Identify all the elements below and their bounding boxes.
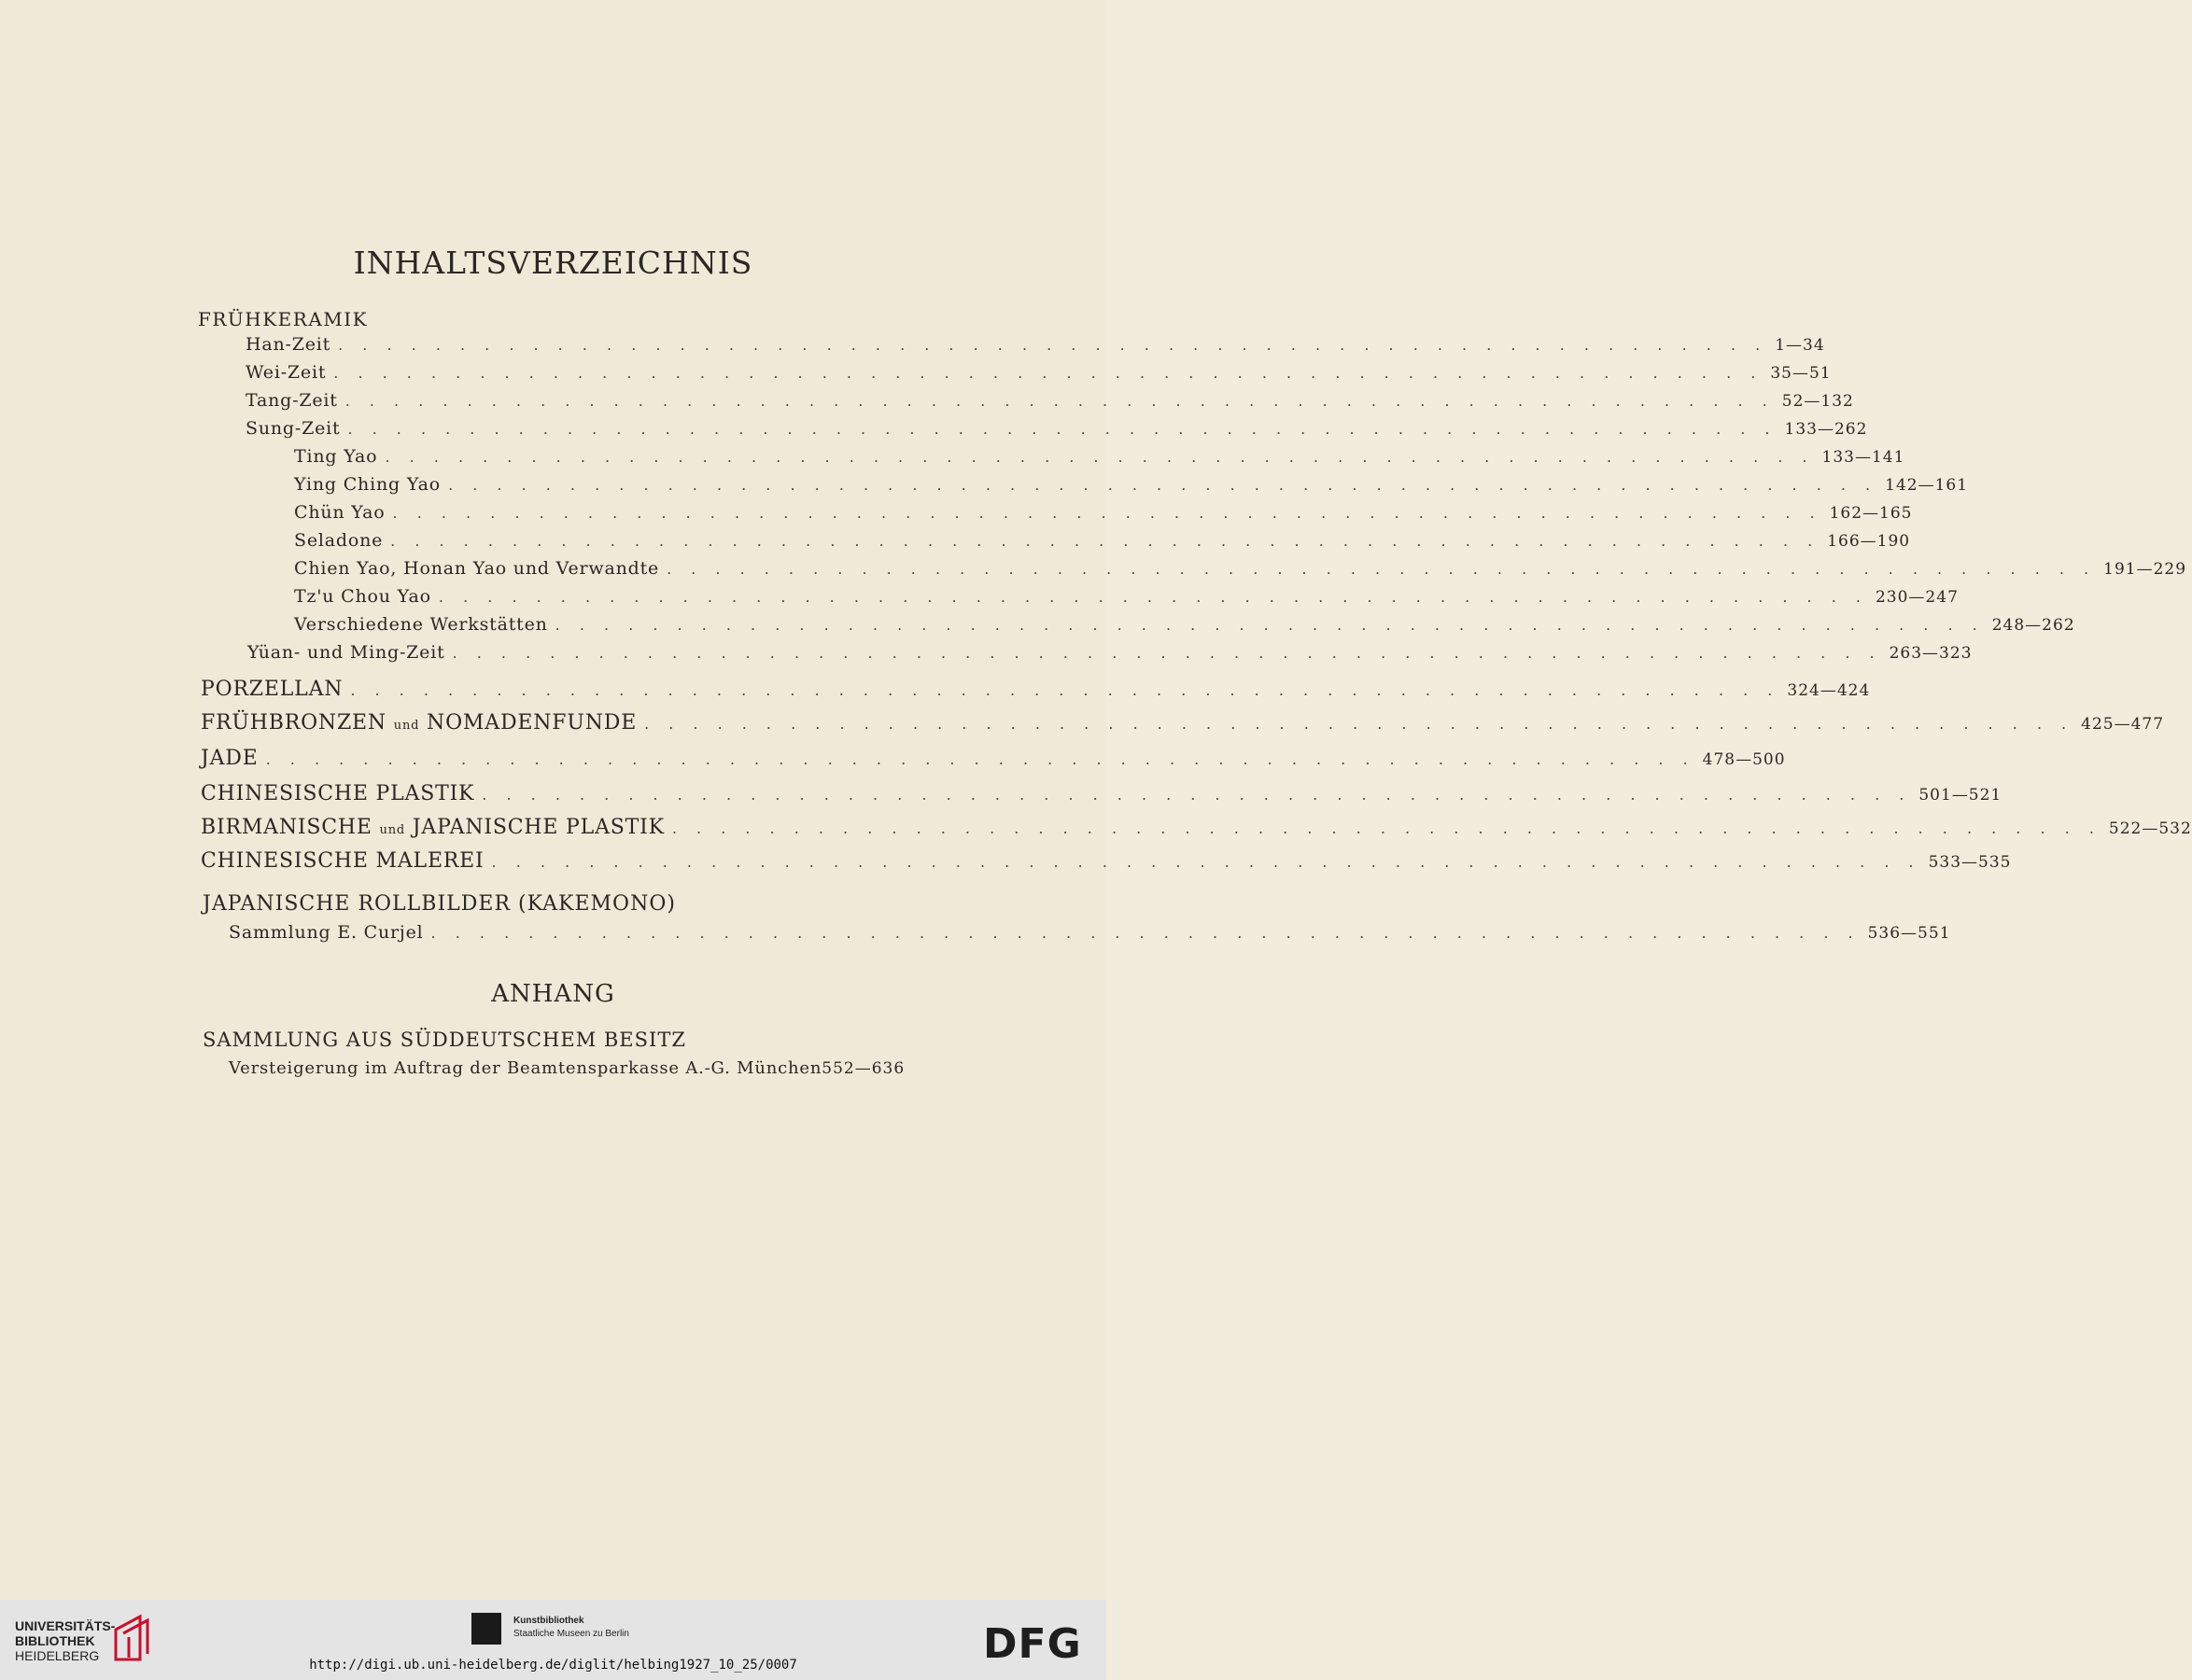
- page-title: INHALTSVERZEICHNIS: [353, 245, 753, 281]
- entry-pages: 552—636: [822, 1059, 906, 1078]
- entry-label: Han-Zeit: [246, 334, 331, 355]
- appendix-title: ANHANG: [491, 980, 615, 1008]
- toc-entry: [229, 922, 1951, 950]
- leader-dots: . . . . . . . . . . . . . . . . . . . . . . . . . . . . . . . . . . . . . . . . . . . . . . . . . . . . . . . . . . .: [347, 420, 1777, 438]
- toc-main-entry: [201, 711, 2165, 739]
- leader-dots: . . . . . . . . . . . . . . . . . . . . . . . . . . . . . . . . . . . . . . . . . . . . . . . . . . . . . . . . . . .: [555, 616, 1985, 634]
- entry-label: [201, 711, 637, 735]
- entry-pages: 324—424: [1787, 681, 1871, 700]
- entry-pages: 162—165: [1829, 504, 1913, 523]
- entry-pages: 522—532: [2108, 819, 2192, 838]
- entry-pages: 166—190: [1827, 532, 1911, 551]
- leader-dots: . . . . . . . . . . . . . . . . . . . . . . . . . . . . . . . . . . . . . . . . . . . . . . . . . . . . . . . . . . .: [333, 364, 1763, 382]
- entry-label-part: NOMADENFUNDE: [427, 711, 638, 735]
- entry-label: Yüan- und Ming-Zeit: [247, 642, 445, 663]
- ub-heidelberg-logo-text[interactable]: [15, 1618, 115, 1663]
- ub-line: UNIVERSITÄTS-: [15, 1618, 116, 1633]
- toc-entry: [246, 418, 1868, 446]
- entry-label: Ting Yao: [294, 446, 378, 467]
- entry-pages: 133—262: [1784, 420, 1868, 439]
- leader-dots: . . . . . . . . . . . . . . . . . . . . . . . . . . . . . . . . . . . . . . . . . . . . . . . . . . . . . . . . . . .: [438, 588, 1868, 606]
- toc-main-entry: [201, 747, 1786, 775]
- toc-main-entry: [201, 782, 2002, 810]
- toc-entry: [246, 334, 1825, 362]
- entry-pages: 425—477: [2081, 715, 2165, 734]
- leader-dots: . . . . . . . . . . . . . . . . . . . . . . . . . . . . . . . . . . . . . . . . . . . . . . . . . . . . . . . . . . .: [430, 924, 1861, 942]
- leader-dots: . . . . . . . . . . . . . . . . . . . . . . . . . . . . . . . . . . . . . . . . . . . . . . . . . . . . . . . . . . .: [644, 715, 2074, 733]
- kunstbibliothek-text[interactable]: [513, 1615, 629, 1641]
- ub-line: BIBLIOTHEK: [15, 1633, 95, 1648]
- leader-dots: . . . . . . . . . . . . . . . . . . . . . . . . . . . . . . . . . . . . . . . . . . . . . . . . . . . . . . . . . . .: [452, 644, 1882, 662]
- entry-pages: 536—551: [1867, 924, 1951, 943]
- entry-pages: 35—51: [1770, 364, 1832, 383]
- toc-entry: [294, 446, 1905, 474]
- ub-line: HEIDELBERG: [15, 1648, 100, 1663]
- leader-dots: . . . . . . . . . . . . . . . . . . . . . . . . . . . . . . . . . . . . . . . . . . . . . . . . . . . . . . . . . . .: [482, 786, 1912, 804]
- entry-label: Chün Yao: [294, 502, 386, 523]
- entry-label: [201, 816, 665, 839]
- entry-label-und: und: [393, 719, 420, 733]
- kunstbibliothek-logo-icon[interactable]: [471, 1613, 501, 1645]
- entry-pages: 1—34: [1775, 336, 1825, 355]
- entry-label: PORZELLAN: [201, 678, 344, 701]
- entry-label: JADE: [201, 747, 259, 770]
- toc-entry: [294, 586, 1959, 614]
- viewer-footer: [0, 1600, 1106, 1680]
- leader-dots: . . . . . . . . . . . . . . . . . . . . . . . . . . . . . . . . . . . . . . . . . . . . . . . . . . . . . . . . . . .: [350, 681, 1780, 699]
- leader-dots: . . . . . . . . . . . . . . . . . . . . . . . . . . . . . . . . . . . . . . . . . . . . . . . . . . . . . . . . . . .: [392, 504, 1822, 522]
- entry-pages: 533—535: [1928, 853, 2012, 872]
- entry-label-part: FRÜHBRONZEN: [201, 711, 386, 735]
- entry-pages: 52—132: [1781, 392, 1854, 411]
- entry-label: Verschiedene Werkstätten: [294, 614, 548, 635]
- toc-entry: [229, 1058, 906, 1086]
- entry-label: Ying Ching Yao: [294, 474, 442, 495]
- toc-entry: [294, 530, 1911, 558]
- entry-label-part: JAPANISCHE PLASTIK: [412, 816, 665, 839]
- toc-main-entry: [201, 678, 1871, 706]
- toc-entry: [246, 362, 1832, 390]
- leader-dots: . . . . . . . . . . . . . . . . . . . . . . . . . . . . . . . . . . . . . . . . . . . . . . . . . . . . . . . . . . .: [390, 532, 1820, 550]
- section-heading-sammlung: SAMMLUNG AUS SÜDDEUTSCHEM BESITZ: [203, 1029, 686, 1051]
- entry-label: Sung-Zeit: [246, 418, 341, 439]
- leader-dots: . . . . . . . . . . . . . . . . . . . . . . . . . . . . . . . . . . . . . . . . . . . . . . . . . . . . . . . . . . .: [671, 819, 2101, 837]
- entry-pages: 133—141: [1821, 448, 1905, 467]
- entry-pages: 142—161: [1885, 476, 1969, 495]
- toc-entry: [294, 474, 1969, 502]
- toc-main-entry: [201, 816, 2192, 844]
- page-url[interactable]: http://digi.ub.uni-heidelberg.de/diglit/helbing1927_10_25/0007: [309, 1658, 797, 1673]
- toc-entry: [246, 390, 1854, 418]
- leader-dots: . . . . . . . . . . . . . . . . . . . . . . . . . . . . . . . . . . . . . . . . . . . . . . . . . . . . . . . . . . .: [385, 448, 1815, 466]
- entry-label: CHINESISCHE MALEREI: [201, 849, 485, 873]
- toc-main-entry: [201, 849, 2012, 877]
- kb-line: Kunstbibliothek: [513, 1616, 584, 1626]
- kb-line: Staatliche Museen zu Berlin: [513, 1629, 629, 1639]
- entry-label: Wei-Zeit: [246, 362, 327, 383]
- dfg-logo[interactable]: DFG: [983, 1620, 1082, 1668]
- entry-label: Tz'u Chou Yao: [294, 586, 431, 607]
- toc-entry: [294, 558, 2187, 586]
- entry-pages: 248—262: [1991, 616, 2075, 635]
- entry-pages: 230—247: [1875, 588, 1959, 607]
- toc-entry: [294, 614, 2075, 642]
- entry-label-und: und: [379, 823, 405, 837]
- ub-heidelberg-logo-icon[interactable]: [112, 1613, 153, 1663]
- toc-entry: [247, 642, 1973, 670]
- entry-pages: 263—323: [1889, 644, 1973, 663]
- entry-label-part: BIRMANISCHE: [201, 816, 372, 839]
- entry-pages: 501—521: [1918, 786, 2002, 805]
- section-heading-fruehkeramik: FRÜHKERAMIK: [198, 308, 369, 330]
- leader-dots: . . . . . . . . . . . . . . . . . . . . . . . . . . . . . . . . . . . . . . . . . . . . . . . . . . . . . . . . . . .: [491, 853, 1921, 871]
- section-heading-kakemono: JAPANISCHE ROLLBILDER (KAKEMONO): [203, 892, 676, 916]
- leader-dots: . . . . . . . . . . . . . . . . . . . . . . . . . . . . . . . . . . . . . . . . . . . . . . . . . . . . . . . . . . .: [344, 392, 1775, 410]
- entry-label: Chien Yao, Honan Yao und Verwandte: [294, 558, 660, 579]
- entry-label: CHINESISCHE PLASTIK: [201, 782, 475, 805]
- leader-dots: . . . . . . . . . . . . . . . . . . . . . . . . . . . . . . . . . . . . . . . . . . . . . . . . . . . . . . . . . . .: [667, 560, 2097, 578]
- leader-dots: . . . . . . . . . . . . . . . . . . . . . . . . . . . . . . . . . . . . . . . . . . . . . . . . . . . . . . . . . . .: [448, 476, 1878, 494]
- leader-dots: . . . . . . . . . . . . . . . . . . . . . . . . . . . . . . . . . . . . . . . . . . . . . . . . . . . . . . . . . . .: [338, 336, 1768, 354]
- entry-pages: 191—229: [2103, 560, 2187, 579]
- entry-label: Sammlung E. Curjel: [229, 922, 424, 943]
- entry-pages: 478—500: [1702, 750, 1786, 769]
- entry-label: Versteigerung im Auftrag der Beamtensparkasse A.-G. München: [229, 1058, 822, 1078]
- entry-label: Tang-Zeit: [246, 390, 338, 411]
- leader-dots: . . . . . . . . . . . . . . . . . . . . . . . . . . . . . . . . . . . . . . . . . . . . . . . . . . . . . . . . . . .: [265, 750, 1695, 768]
- toc-entry: [294, 502, 1913, 530]
- entry-label: Seladone: [294, 530, 384, 551]
